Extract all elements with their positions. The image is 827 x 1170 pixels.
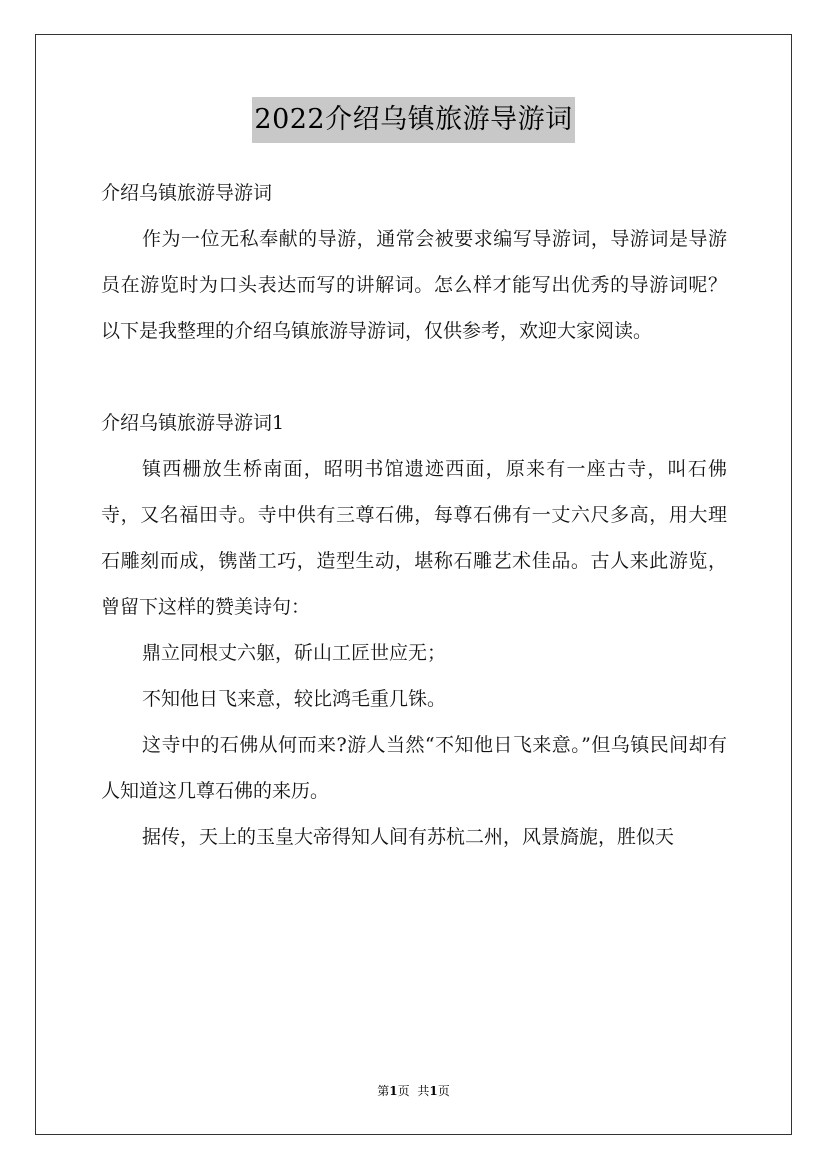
poem-line: 不知他日飞来意，较比鸿毛重几铢。	[142, 688, 447, 710]
body-paragraph: 这寺中的石佛从何而来?游人当然“不知他日飞来意。”但乌镇民间却有人知道这几尊石佛的来历。	[101, 734, 727, 802]
blank-line	[101, 354, 727, 400]
intro-paragraph: 作为一位无私奉献的导游，通常会被要求编写导游词，导游词是导游员在游览时为口头表达而写的讲解词。怎么样才能写出优秀的导游词呢？以下是我整理的介绍乌镇旅游导游词，仅供参考，欢迎大家阅读。	[101, 228, 727, 342]
subtitle-paragraph: 介绍乌镇旅游导游词	[101, 182, 273, 204]
total-label-suffix: 页	[437, 1084, 450, 1098]
page-label-prefix: 第	[377, 1084, 390, 1098]
body-paragraph: 镇西栅放生桥南面，昭明书馆遗迹西面，原来有一座古寺，叫石佛寺，又名福田寺。寺中供有三尊石佛，每尊石佛有一丈六尺多高，用大理石雕刻而成，镌凿工巧，造型生动，堪称石雕艺术佳品。古人来此游览，曾留下这样的赞美诗句：	[101, 458, 727, 618]
document-title: 2022介绍乌镇旅游导游词	[252, 97, 574, 143]
section-heading: 介绍乌镇旅游导游词1	[101, 412, 285, 434]
body-paragraph: 据传，天上的玉皇大帝得知人间有苏杭二州，风景旖旎，胜似天	[142, 826, 675, 848]
total-pages: 1	[429, 1084, 438, 1098]
document-body	[101, 170, 727, 860]
poem-line: 鼎立同根丈六躯，斫山工匠世应无；	[142, 642, 447, 664]
total-label-prefix: 共	[417, 1084, 430, 1098]
title-container	[0, 97, 827, 143]
page-footer	[0, 1082, 827, 1099]
page-number: 1	[389, 1084, 398, 1098]
page-label-suffix: 页	[397, 1084, 410, 1098]
